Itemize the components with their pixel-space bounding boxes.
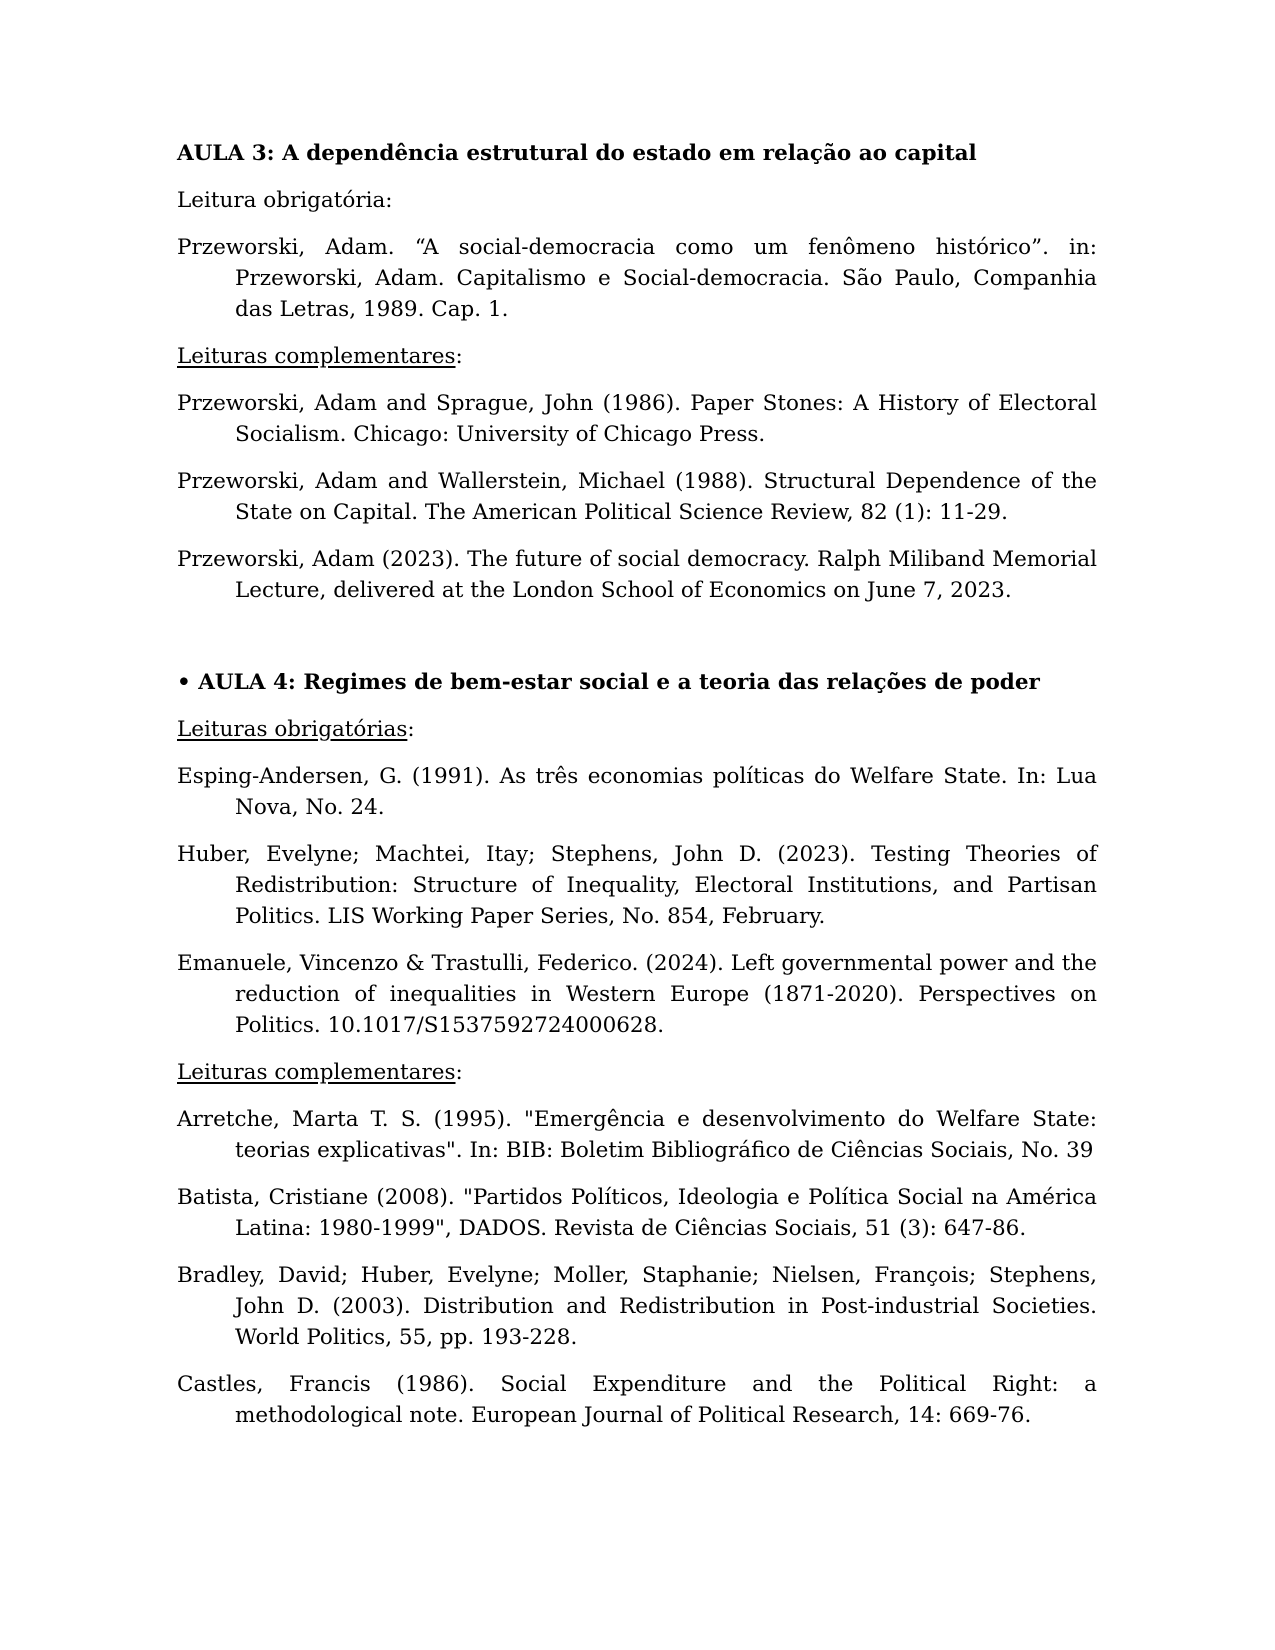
aula3-heading: AULA 3: A dependência estrutural do estado em relação ao capital [177, 141, 977, 166]
aula4-required-label: Leituras obrigatórias: [177, 717, 415, 742]
reference-entry: Esping-Andersen, G. (1991). As três economias políticas do Welfare State. In: Lua Nova, No. 24. [177, 764, 1097, 820]
reference-entry: Castles, Francis (1986). Social Expenditure and the Political Right: a methodological note. European Journal of Political Research, 14: 669-76. [177, 1372, 1097, 1428]
reference-entry: Bradley, David; Huber, Evelyne; Moller, Staphanie; Nielsen, François; Stephens, John D. (2003). Distribution and Redistribution in Post-industrial Societies. World Politics, 55, pp. 193-228. [177, 1263, 1097, 1350]
aula4-required-label-text: Leituras obrigatórias [177, 717, 408, 742]
aula4-complementary-label-text: Leituras complementares [177, 1060, 456, 1085]
syllabus-content [177, 138, 1097, 1431]
reference-entry: Emanuele, Vincenzo & Trastulli, Federico. (2024). Left governmental power and the reduction of inequalities in Western Europe (1871-2020). Perspectives on Politics. 10.1017/S1537592724000628. [177, 951, 1097, 1038]
aula4-complementary-label: Leituras complementares: [177, 1060, 463, 1085]
reference-entry: Huber, Evelyne; Machtei, Itay; Stephens, John D. (2023). Testing Theories of Redistribution: Structure of Inequality, Electoral Institutions, and Partisan Politics. LIS Working Paper Series, No. 854, February. [177, 842, 1097, 929]
reference-entry: Batista, Cristiane (2008). "Partidos Políticos, Ideologia e Política Social na América Latina: 1980-1999", DADOS. Revista de Ciências Sociais, 51 (3): 647-86. [177, 1185, 1097, 1241]
reference-entry: Arretche, Marta T. S. (1995). "Emergência e desenvolvimento do Welfare State: teorias explicativas". In: BIB: Boletim Bibliográfico de Ciências Sociais, No. 39 [177, 1107, 1097, 1163]
aula3-complementary-label-text: Leituras complementares [177, 344, 456, 369]
aula3-complementary-label: Leituras complementares: [177, 344, 463, 369]
reference-entry: Przeworski, Adam (2023). The future of social democracy. Ralph Miliband Memorial Lecture, delivered at the London School of Economics on June 7, 2023. [177, 547, 1097, 603]
aula3-required-label: Leitura obrigatória: [177, 188, 393, 213]
reference-entry: Przeworski, Adam. “A social-democracia como um fenômeno histórico”. in: Przeworski, Adam. Capitalismo e Social-democracia. São Paulo, Companhia das Letras, 1989. Cap. 1. [177, 235, 1097, 322]
reference-entry: Przeworski, Adam and Sprague, John (1986). Paper Stones: A History of Electoral Socialism. Chicago: University of Chicago Press. [177, 391, 1097, 447]
aula4-heading: • AULA 4: Regimes de bem-estar social e a teoria das relações de poder [177, 670, 1040, 695]
reference-entry: Przeworski, Adam and Wallerstein, Michael (1988). Structural Dependence of the State on Capital. The American Political Science Review, 82 (1): 11-29. [177, 469, 1097, 525]
section-spacer [177, 622, 1097, 667]
